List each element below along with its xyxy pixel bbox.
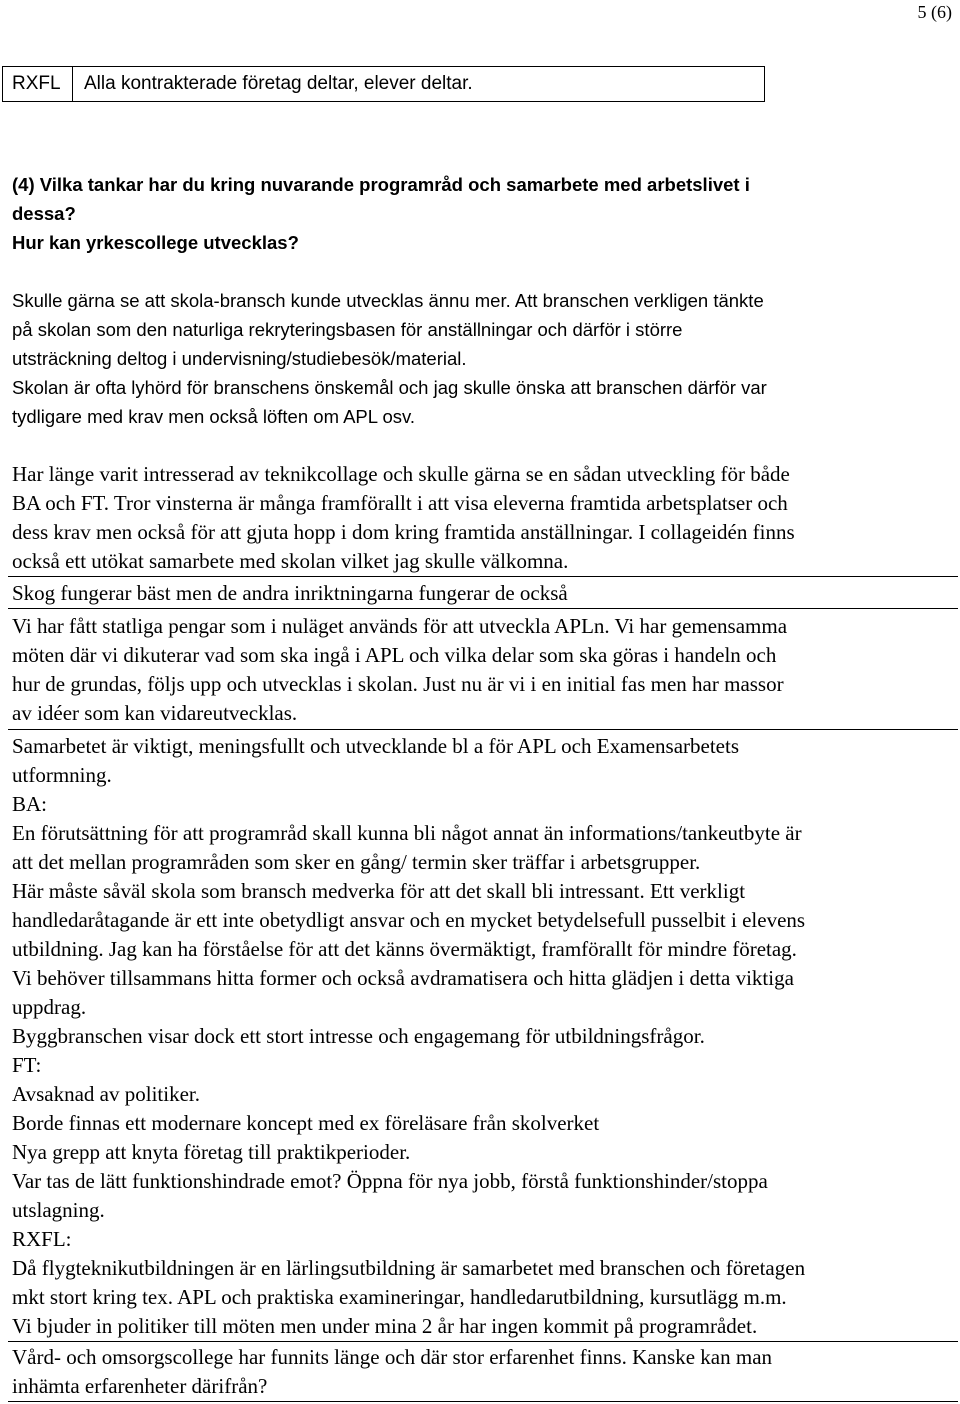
answer-line: möten där vi dikuterar vad som ska ingå i APL och vilka delar som ska göras i handeln och (12, 643, 777, 667)
question-heading (12, 170, 942, 257)
divider-line (8, 1401, 958, 1402)
answer-line: Byggbranschen visar dock ett stort intresse och engagemang för utbildningsfrågor. (12, 1024, 705, 1048)
answer-line: Samarbetet är viktigt, meningsfullt och utvecklande bl a för APL och Examensarbetets (12, 734, 740, 758)
divider-line (8, 729, 958, 730)
answer-line: tydligare med krav men också löften om APL osv. (12, 406, 416, 427)
answer-line: RXFL: (12, 1227, 72, 1251)
answer-line: att det mellan programråden som sker en gång/ termin sker träffar i arbetsgrupper. (12, 850, 701, 874)
answer-line: Vi behöver tillsammans hitta former och också avdramatisera och hitta glädjen i detta viktiga (12, 966, 794, 990)
answer-line: uppdrag. (12, 995, 87, 1019)
page-number: 5 (6) (917, 2, 952, 22)
answer-line: handledaråtagande är ett inte obetydligt ansvar och en mycket betydelsefull pusselbit i elevens (12, 908, 806, 932)
answer-line: Vi har fått statliga pengar som i nuläget används för att utveckla APLn. Vi har gemensamma (12, 614, 788, 638)
answer-line: utsträckning deltog i undervisning/studiebesök/material. (12, 348, 467, 369)
divider-line (8, 1341, 958, 1342)
answer-line: mkt stort kring tex. APL och praktiska examineringar, handledarutbildning, kursutlägg m.m. (12, 1285, 787, 1309)
school-header-table (2, 66, 765, 102)
answer-line: Har länge varit intresserad av teknikcollage och skulle gärna se en sådan utveckling för både (12, 462, 790, 486)
answer-line: Nya grepp att knyta företag till praktikperioder. (12, 1140, 411, 1164)
school-code-cell: RXFL (3, 67, 73, 101)
answer-line: FT: (12, 1053, 42, 1077)
answer-line: utbildning. Jag kan ha förståelse för att det känns övermäktigt, framförallt för mindre företag. (12, 937, 797, 961)
answer-line: dess krav men också för att gjuta hopp i dom kring framtida anställningar. I collageidén finns (12, 520, 795, 544)
answer-line: BA: (12, 792, 48, 816)
answer-line: Avsaknad av politiker. (12, 1082, 200, 1106)
answer-line: Då flygteknikutbildningen är en lärlingsutbildning är samarbetet med branschen och företagen (12, 1256, 806, 1280)
answer-block-1 (12, 286, 952, 431)
answer-line: också ett utökat samarbete med skolan vilket jag skulle välkomna. (12, 549, 569, 573)
answer-line: BA och FT. Tror vinsterna är många framförallt i att visa eleverna framtida arbetsplatser och (12, 491, 788, 515)
answer-block-5 (12, 732, 957, 1341)
answer-block-2 (12, 460, 957, 576)
answer-line: Här måste såväl skola som bransch medverka för att det skall bli intressant. Ett verkligt (12, 879, 746, 903)
question-line: (4) Vilka tankar har du kring nuvarande programråd och samarbete med arbetslivet i (12, 174, 750, 195)
answer-line: på skolan som den naturliga rekryteringsbasen för anställningar och därför i större (12, 319, 683, 340)
answer-line: utformning. (12, 763, 112, 787)
divider-line (8, 576, 958, 577)
school-status-cell: Alla kontrakterade företag deltar, elever deltar. (84, 73, 473, 94)
answer-block-4 (12, 612, 957, 728)
answer-block-6 (12, 1343, 957, 1401)
answer-line: av idéer som kan vidareutvecklas. (12, 701, 298, 725)
question-line: dessa? (12, 203, 76, 224)
answer-line: utslagning. (12, 1198, 105, 1222)
answer-line: Skog fungerar bäst men de andra inriktningarna fungerar de också (12, 581, 568, 605)
answer-line: Var tas de lätt funktionshindrade emot? Öppna för nya jobb, förstå funktionshinder/stoppa (12, 1169, 768, 1193)
answer-line: Skulle gärna se att skola-bransch kunde utvecklas ännu mer. Att branschen verkligen tänkte (12, 290, 764, 311)
divider-line (8, 608, 958, 609)
answer-line: Vård- och omsorgscollege har funnits länge och där stor erfarenhet finns. Kanske kan man (12, 1345, 773, 1369)
answer-line: hur de grundas, följs upp och utvecklas i skolan. Just nu är vi i en initial fas men har massor (12, 672, 784, 696)
answer-block-3 (12, 579, 957, 608)
answer-line: Vi bjuder in politiker till möten men under mina 2 år har ingen kommit på programrådet. (12, 1314, 758, 1338)
question-line: Hur kan yrkescollege utvecklas? (12, 232, 299, 253)
answer-line: Borde finnas ett modernare koncept med ex föreläsare från skolverket (12, 1111, 600, 1135)
answer-line: Skolan är ofta lyhörd för branschens önskemål och jag skulle önska att branschen därför var (12, 377, 767, 398)
answer-line: inhämta erfarenheter därifrån? (12, 1374, 268, 1398)
answer-line: En förutsättning för att programråd skall kunna bli något annat än informations/tankeutbyte är (12, 821, 802, 845)
